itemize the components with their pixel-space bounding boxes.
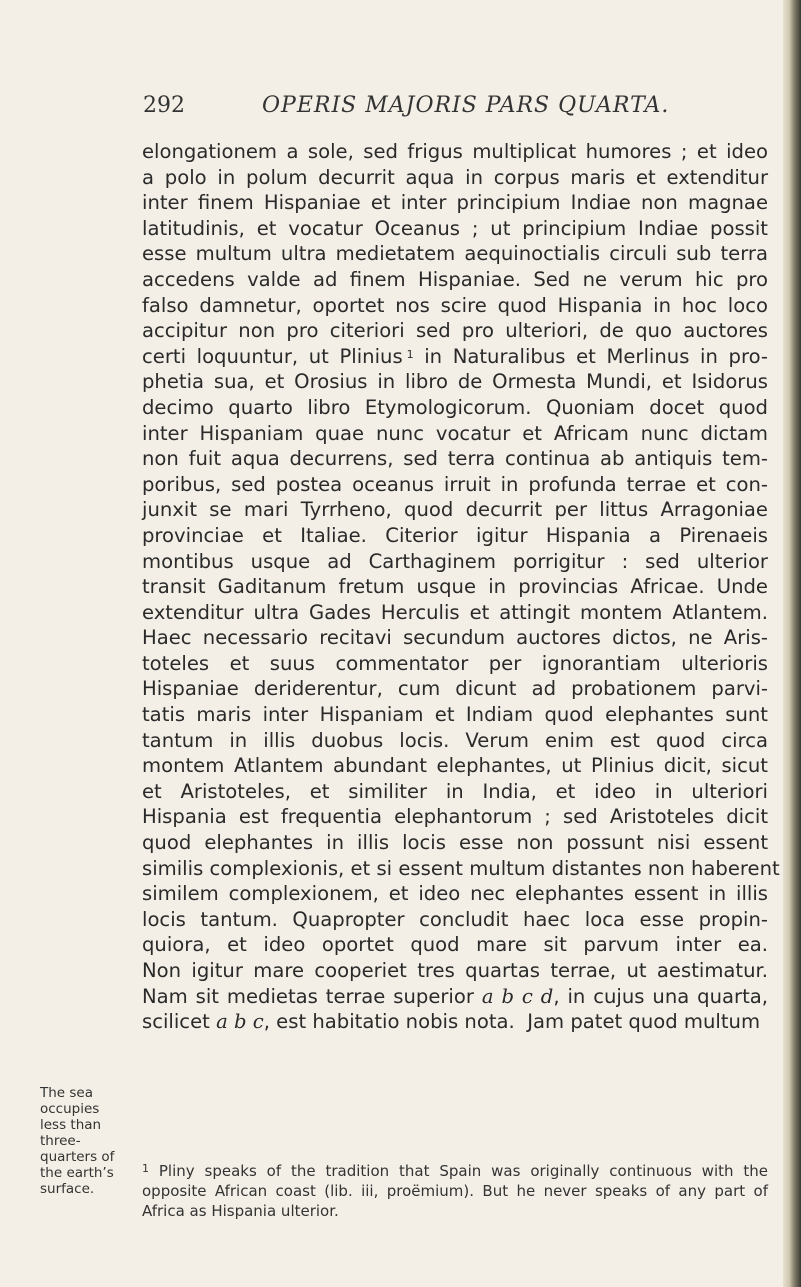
page-number: 292 [143,93,185,118]
main-text [142,139,780,1035]
margin-note-line: occupies [40,1101,100,1117]
text-line: Hispaniae deriderentur, cum dicunt ad probationem parvi- [142,677,768,701]
text-line: extenditur ultra Gades Herculis et attingit montem Atlantem. [142,600,768,624]
text-line: inter finem Hispaniae et inter principium Indiae non magnae [142,191,768,215]
footnote-line: opposite African coast (lib. iii, proëmium). But he never speaks of any part of [142,1182,768,1200]
text-line: a polo in polum decurrit aqua in corpus maris et extenditur [142,165,768,189]
margin-note [40,1085,135,1197]
text-line: montem Atlantem abundant elephantes, ut Plinius dicit, sicut [142,754,768,778]
text-line: tantum in illis duobus locis. Verum enim est quod circa [142,728,768,752]
running-title: OPERIS MAJORIS PARS QUARTA. [262,93,670,118]
text-line: Hispania est frequentia elephantorum ; sed Aristoteles dicit [142,805,768,829]
text-line: et Aristoteles, et similiter in India, et ideo in ulteriori [142,779,768,803]
text-line: decimo quarto libro Etymologicorum. Quoniam docet quod [142,395,768,419]
text-line: esse multum ultra medietatem aequinoctialis circuli sub terra [142,242,768,266]
text-line: quiora, et ideo oportet quod mare sit parvum inter ea. [142,933,768,957]
margin-note-line: the earth’s [40,1165,114,1181]
italic-letters: a b c [216,1010,264,1034]
page-edge [783,0,801,1287]
italic-letters: a b c d [481,984,554,1008]
text-line: inter Hispaniam quae nunc vocatur et Africam nunc dictam [142,421,768,445]
text-segment: Jam patet quod multum [527,1010,761,1034]
text-line: similem complexionem, et ideo nec elephantes essent in illis [142,882,768,906]
text-line [142,984,768,1010]
text-line [142,1009,768,1035]
text-line: non fuit aqua decurrens, sed terra continua ab antiquis tem- [142,447,768,471]
margin-note-line: quarters of [40,1149,115,1165]
text-line: accipitur non pro citeriori sed pro ulteriori, de quo auctores [142,319,768,343]
text-segment: , est habitatio nobis nota. [263,1010,515,1034]
text-line: junxit se mari Tyrrheno, quod decurrit per littus Arragoniae [142,498,768,522]
text-line: montibus usque ad Carthaginem porrigitur : sed ulterior [142,549,768,573]
text-line: similis complexionis, et si essent multum distantes non haberent [142,856,780,880]
text-segment: , in cujus una quarta, [553,984,768,1008]
text-line: transit Gaditanum fretum usque in provincias Africae. Unde [142,575,768,599]
margin-note-line: three- [40,1133,81,1149]
text-segment: in Naturalibus et Merlinus in pro- [424,344,768,368]
text-segment: Nam sit medietas terrae superior [142,984,474,1008]
margin-note-line: less than [40,1117,102,1133]
text-segment: Pliny speaks of the tradition that Spain was originally continuous with the [158,1162,768,1180]
text-line: accedens valde ad finem Hispaniae. Sed ne verum hic pro [142,267,768,291]
text-segment: certi loquuntur, ut Plinius [142,344,403,368]
margin-note-line: The sea [40,1085,94,1101]
text-line: locis tantum. Quapropter concludit haec loca esse propin- [142,907,768,931]
margin-note-line: surface. [40,1181,95,1197]
text-line: Haec necessario recitavi secundum auctores dictos, ne Aris- [142,626,768,650]
footnote-line: Africa as Hispania ulterior. [142,1202,339,1220]
footnote-mark: 1 [142,1162,149,1175]
text-line: quod elephantes in illis locis esse non possunt nisi essent [142,831,768,855]
footnote [142,1161,768,1221]
text-line: provinciae et Italiae. Citerior igitur Hispania a Pirenaeis [142,523,768,547]
text-line: toteles et suus commentator per ignorantiam ulterioris [142,651,768,675]
text-line: elongationem a sole, sed frigus multiplicat humores ; et ideo [142,140,768,163]
text-line: Non igitur mare cooperiet tres quartas terrae, ut aestimatur. [142,959,768,982]
text-line [142,344,768,370]
footnote-ref: 1 [406,347,414,361]
text-line: latitudinis, et vocatur Oceanus ; ut principium Indiae possit [142,216,768,240]
text-line: poribus, sed postea oceanus irruit in profunda terrae et con- [142,472,768,496]
text-line: phetia sua, et Orosius in libro de Ormesta Mundi, et Isidorus [142,370,768,394]
text-line: tatis maris inter Hispaniam et Indiam quod elephantes sunt [142,703,768,727]
footnote-line [142,1161,768,1181]
text-segment: scilicet [142,1010,210,1034]
text-line: falso damnetur, oportet nos scire quod Hispania in hoc loco [142,293,768,317]
